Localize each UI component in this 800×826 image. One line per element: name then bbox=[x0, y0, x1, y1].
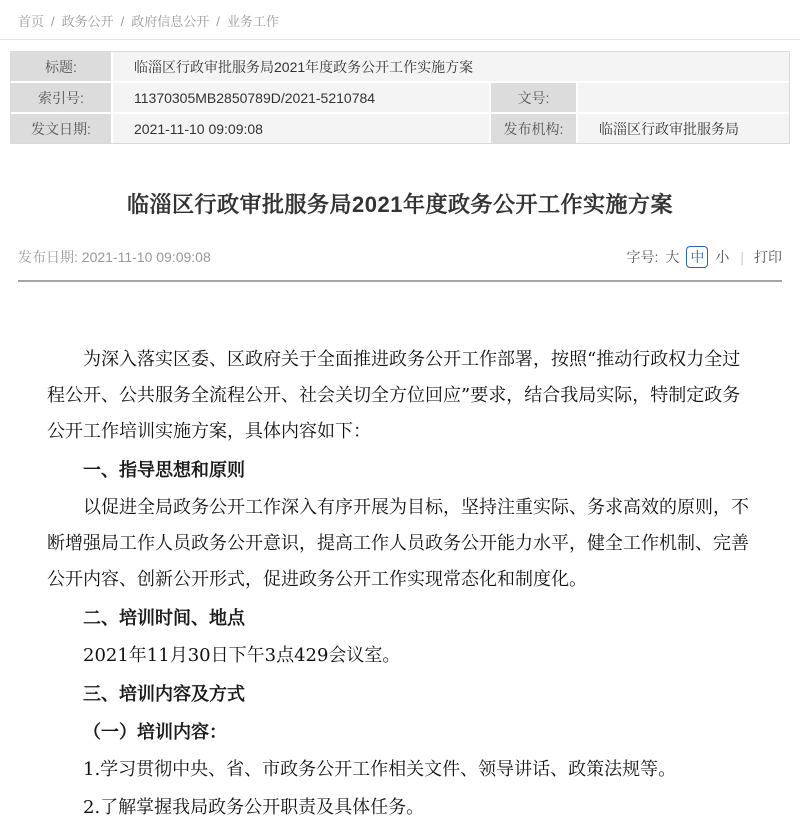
breadcrumb-separator: / bbox=[120, 14, 125, 29]
breadcrumb-separator: / bbox=[51, 14, 55, 29]
publish-date bbox=[18, 247, 211, 267]
article-paragraph: 2021年11月30日下午3点429会议室。 bbox=[83, 645, 401, 666]
agency-value: 临淄区行政审批服务局 bbox=[578, 114, 789, 143]
agency-label: 发布机构: bbox=[491, 114, 576, 143]
font-size-small-button[interactable]: 小 bbox=[715, 249, 730, 265]
breadcrumb-item-zhengwu[interactable]: 政务公开 bbox=[61, 14, 114, 29]
article-meta-bar bbox=[18, 246, 782, 282]
print-button[interactable]: 打印 bbox=[754, 249, 782, 265]
article-heading: 二、培训时间、地点 bbox=[83, 608, 245, 628]
issue-date-label: 发文日期: bbox=[11, 114, 111, 143]
article-paragraph: 以促进全局政务公开工作深入有序开展为目标，坚持注重实际、务求高效的原则，不断增强局工作人员政务公开意识，提高工作人员政务公开能力水平，健全工作机制、完善公开内容、创新公开形式，促进政务公开工作实现常态化和制度化。 bbox=[47, 497, 749, 590]
breadcrumb-item-xinxi[interactable]: 政府信息公开 bbox=[131, 14, 210, 29]
tools-divider: | bbox=[740, 249, 744, 265]
breadcrumb bbox=[0, 0, 800, 40]
title-value: 临淄区行政审批服务局2021年度政务公开工作实施方案 bbox=[113, 52, 789, 81]
doc-number-value bbox=[578, 83, 789, 112]
article-paragraph: 1.学习贯彻中央、省、市政务公开工作相关文件、领导讲话、政策法规等。 bbox=[83, 759, 677, 780]
font-size-label: 字号: bbox=[626, 249, 659, 265]
article-heading: 一、指导思想和原则 bbox=[83, 460, 245, 480]
publish-date-label: 发布日期: bbox=[18, 249, 78, 265]
article-body bbox=[47, 342, 753, 826]
font-size-large-button[interactable]: 大 bbox=[665, 249, 680, 265]
doc-number-label: 文号: bbox=[491, 83, 576, 112]
index-number-value: 11370305MB2850789D/2021-5210784 bbox=[113, 83, 489, 112]
article-heading: （一）培训内容： bbox=[83, 722, 227, 742]
publish-date-value: 2021-11-10 09:09:08 bbox=[81, 249, 211, 265]
article-paragraph: 2.了解掌握我局政务公开职责及具体任务。 bbox=[83, 797, 425, 818]
index-number-label: 索引号: bbox=[11, 83, 111, 112]
page-title: 临淄区行政审批服务局2021年度政务公开工作实施方案 bbox=[127, 192, 673, 217]
breadcrumb-item-home[interactable]: 首页 bbox=[18, 14, 45, 29]
font-size-medium-button[interactable]: 中 bbox=[686, 246, 708, 268]
document-meta-table bbox=[10, 51, 790, 144]
breadcrumb-item-yewu[interactable]: 业务工作 bbox=[226, 14, 279, 29]
breadcrumb-separator: / bbox=[216, 14, 220, 29]
title-label: 标题: bbox=[11, 52, 111, 81]
article-paragraph: 为深入落实区委、区政府关于全面推进政务公开工作部署，按照“推动行政权力全过程公开、公共服务全流程公开、社会关切全方位回应”要求，结合我局实际，特制定政务公开工作培训实施方案，具体内容如下： bbox=[47, 349, 741, 442]
article-tools bbox=[626, 246, 782, 268]
article-heading: 三、培训内容及方式 bbox=[83, 684, 245, 704]
issue-date-value: 2021-11-10 09:09:08 bbox=[113, 114, 489, 143]
